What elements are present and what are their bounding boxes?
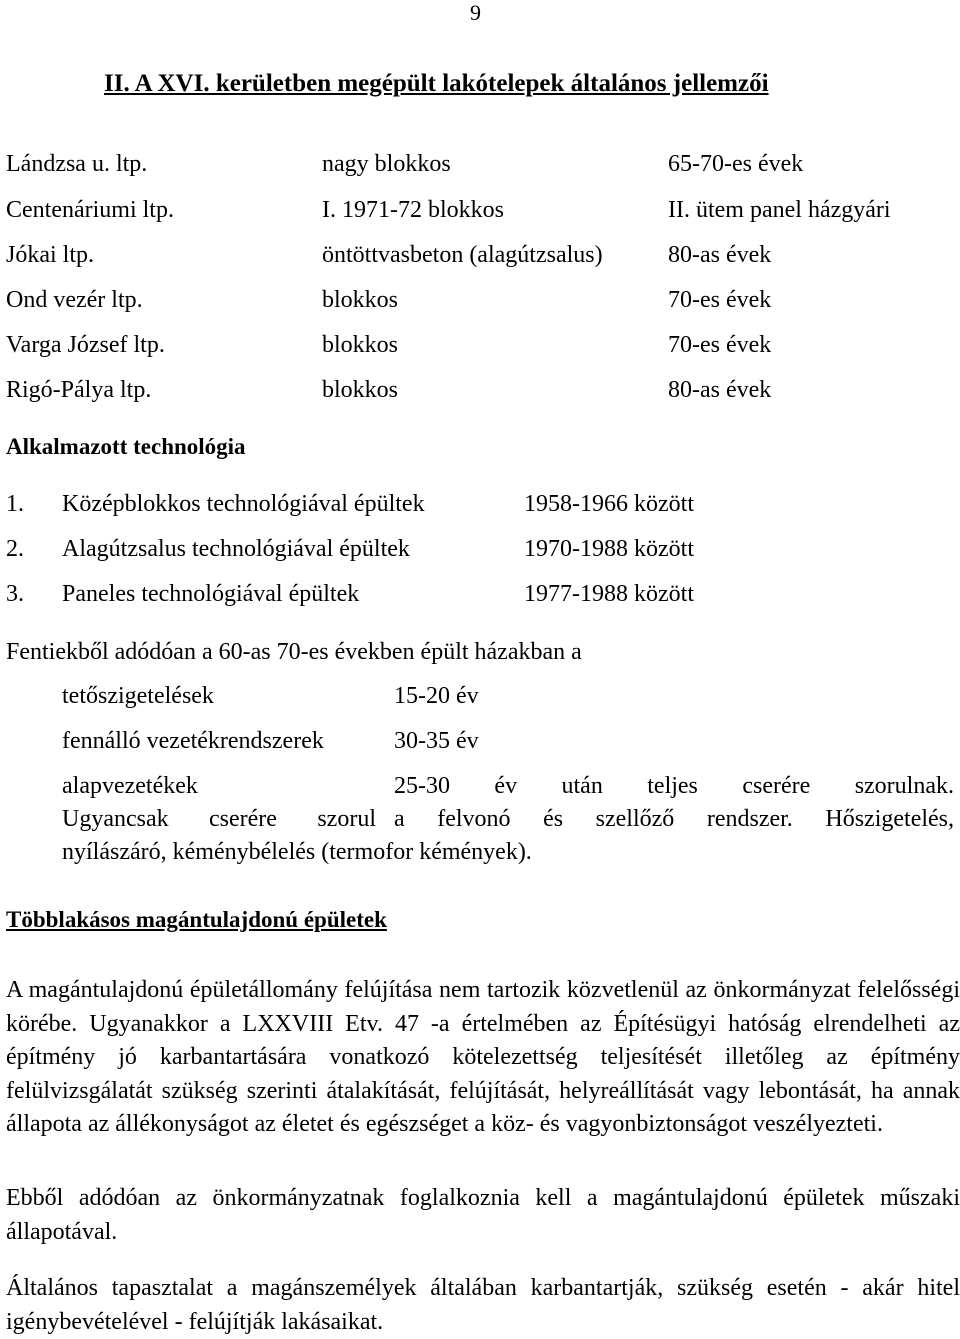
- list-number: 2.: [6, 536, 24, 562]
- estate-name: Rigó-Pálya ltp.: [6, 377, 152, 403]
- paragraph: Ebből adódóan az önkormányzatnak foglalkoznia kell a magántulajdonú épületek műszaki állapotával.: [6, 1185, 960, 1245]
- lifetime-value: 30-35 év: [394, 728, 479, 754]
- list-number: 3.: [6, 581, 24, 607]
- list-item: Középblokkos technológiával épültek: [62, 491, 425, 517]
- section-heading: Többlakásos magántulajdonú épületek: [6, 907, 387, 932]
- estate-name: Lándzsa u. ltp.: [6, 151, 148, 177]
- page-number: 9: [470, 0, 481, 25]
- list-item: Alagútzsalus technológiával épültek: [62, 536, 410, 562]
- paragraph: A magántulajdonú épületállomány felújítása nem tartozik közvetlenül az önkormányzat felelősségi körébe. Ugyanakkor a LXXVIII Etv. 47 -a értelmében az Építésügyi hatóság elrendelheti az építmény jó karbantartására vonatkozó kötelezettség teljesítését illetőleg az építmény felülvizsgálatát szükség szerinti átalakítását, felújítását, helyreállítását vagy lebontását, ha annak állapota az állékonyságot az életet és egészséget a köz- és vagyonbiztonságot veszélyezteti.: [6, 977, 960, 1137]
- alap-line-3: nyílászáró, kéménybélelés (termofor kémények).: [62, 839, 532, 865]
- alap-line-1: 25-30 év után teljes cserére szorulnak.: [394, 773, 954, 799]
- lifetime-value: 15-20 év: [394, 683, 479, 709]
- list-period: 1977-1988 között: [524, 581, 694, 607]
- estate-type: blokkos: [322, 332, 399, 358]
- lifetime-item: alapvezetékek: [62, 773, 198, 799]
- paragraph: Általános tapasztalat a magánszemélyek általában karbantartják, szükség esetén - akár hitel igénybevételével - felújítják lakásaikat.: [6, 1275, 960, 1335]
- list-period: 1958-1966 között: [524, 491, 694, 517]
- tech-heading: Alkalmazott technológia: [6, 434, 246, 459]
- estate-name: Varga József ltp.: [6, 332, 165, 358]
- estate-type: nagy blokkos: [322, 151, 451, 177]
- estate-type: öntöttvasbeton (alagútzsalus): [322, 242, 603, 268]
- estate-period: II. ütem panel házgyári: [668, 197, 891, 223]
- lifetime-item: fennálló vezetékrendszerek: [62, 728, 324, 754]
- estate-type: blokkos: [322, 287, 399, 313]
- list-item: Paneles technológiával épültek: [62, 581, 360, 607]
- estate-period: 80-as évek: [668, 377, 772, 403]
- estate-name: Centenáriumi ltp.: [6, 197, 174, 223]
- estate-type: blokkos: [322, 377, 399, 403]
- intro-text: Fentiekből adódóan a 60-as 70-es években épült házakban a: [6, 639, 582, 665]
- estate-type: I. 1971-72 blokkos: [322, 197, 504, 223]
- estate-period: 65-70-es évek: [668, 151, 804, 177]
- estate-period: 70-es évek: [668, 332, 772, 358]
- page-title: II. A XVI. kerületben megépült lakótelepek általános jellemzői: [104, 70, 769, 97]
- list-period: 1970-1988 között: [524, 536, 694, 562]
- estate-name: Ond vezér ltp.: [6, 287, 143, 313]
- list-number: 1.: [6, 491, 24, 517]
- estate-period: 80-as évek: [668, 242, 772, 268]
- alap-line-2-left: Ugyancsak cserére szorul: [62, 806, 376, 832]
- alap-line-2-right: a felvonó és szellőző rendszer. Hőszigetelés,: [394, 806, 954, 832]
- estate-period: 70-es évek: [668, 287, 772, 313]
- estate-name: Jókai ltp.: [6, 242, 94, 268]
- lifetime-item: tetőszigetelések: [62, 683, 214, 709]
